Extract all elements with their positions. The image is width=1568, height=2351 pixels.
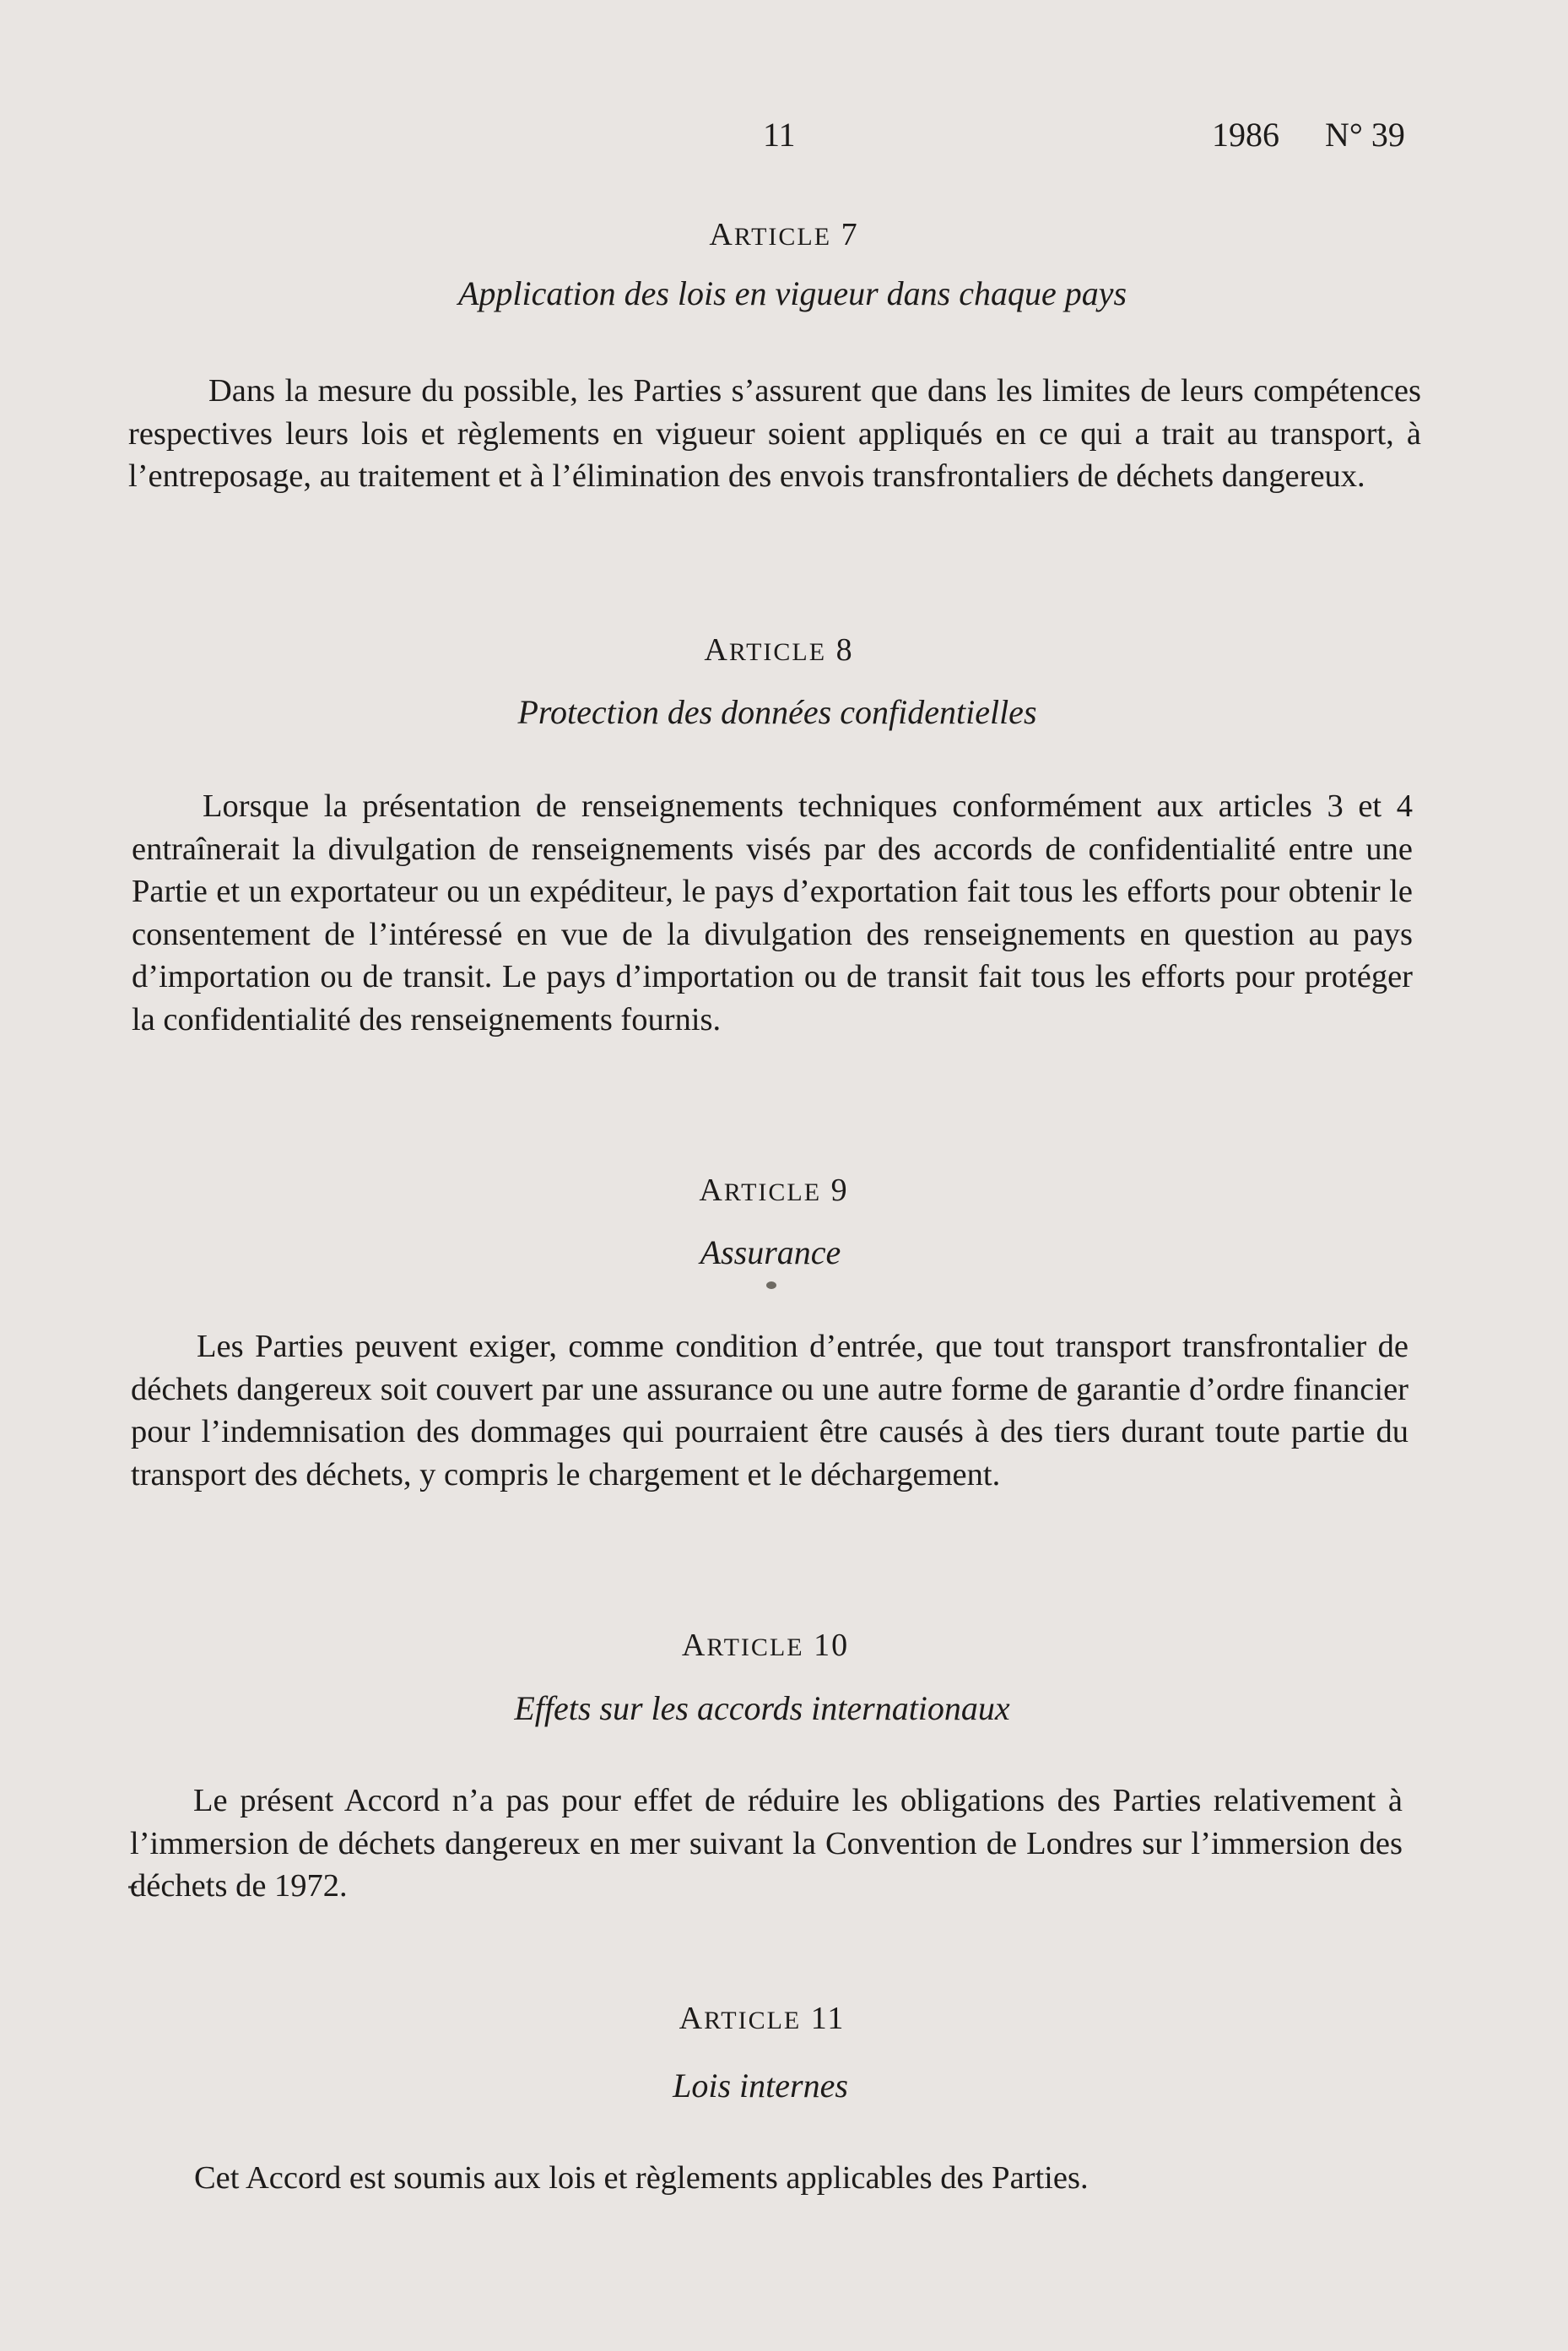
header-year: 1986 bbox=[1212, 116, 1279, 154]
article-9-body: Les Parties peuvent exiger, comme condition d’entrée, que tout transport transfrontalier de déchets dangereux soit couvert par une assurance ou une autre forme de garantie d’ordre financier pour l’indemnisation des dommages qui pourraient être causés à des tiers durant toute partie du transport des déchets, y compris le chargement et le déchargement. bbox=[131, 1329, 1408, 1492]
article-7-body: Dans la mesure du possible, les Parties s’assurent que dans les limites de leurs compétences respectives leurs lois et règlements en vigueur soient appliqués en ce qui a trait au transport, à l’entreposage, au traitement et à l’élimination des envois transfrontaliers de déchets dangereux. bbox=[128, 373, 1421, 494]
article-8-title: Protection des données confidentielles bbox=[517, 693, 1037, 731]
article-10-title: Effets sur les accords internationaux bbox=[514, 1689, 1010, 1727]
page-number: 11 bbox=[763, 116, 796, 154]
article-11-title: Lois internes bbox=[673, 2067, 848, 2105]
article-10-heading: ARTICLE 10 bbox=[681, 1628, 850, 1663]
article-11-heading: ARTICLE 11 bbox=[679, 2001, 846, 2036]
ink-speck bbox=[766, 1281, 776, 1289]
article-8-body: Lorsque la présentation de renseignements techniques conformément aux articles 3 et 4 entraînerait la divulgation de renseignements visés par des accords de confidentialité entre une Partie et un exportateur ou un expéditeur, le pays d’exportation fait tous les efforts pour obtenir le consentement de l’intéressé en vue de la divulgation des renseignements en question au pays d’importation ou de transit. Le pays d’importation ou de transit fait tous les efforts pour protéger la confidentialité des renseignements fournis. bbox=[132, 788, 1413, 1037]
article-7-title: Application des lois en vigueur dans chaque pays bbox=[457, 274, 1127, 312]
article-9-title: Assurance bbox=[700, 1233, 841, 1271]
header-issue: N° 39 bbox=[1325, 116, 1405, 154]
article-9-heading: ARTICLE 9 bbox=[699, 1173, 849, 1208]
article-7-heading: ARTICLE 7 bbox=[709, 217, 859, 252]
article-11-body: Cet Accord est soumis aux lois et règlements applicables des Parties. bbox=[194, 2160, 1089, 2196]
article-8-heading: ARTICLE 8 bbox=[704, 632, 854, 668]
article-10-body: Le présent Accord n’a pas pour effet de réduire les obligations des Parties relativement à l’immersion de déchets dangereux en mer suivant la Convention de Londres sur l’immersion des déchets de 1972. bbox=[130, 1783, 1403, 1904]
